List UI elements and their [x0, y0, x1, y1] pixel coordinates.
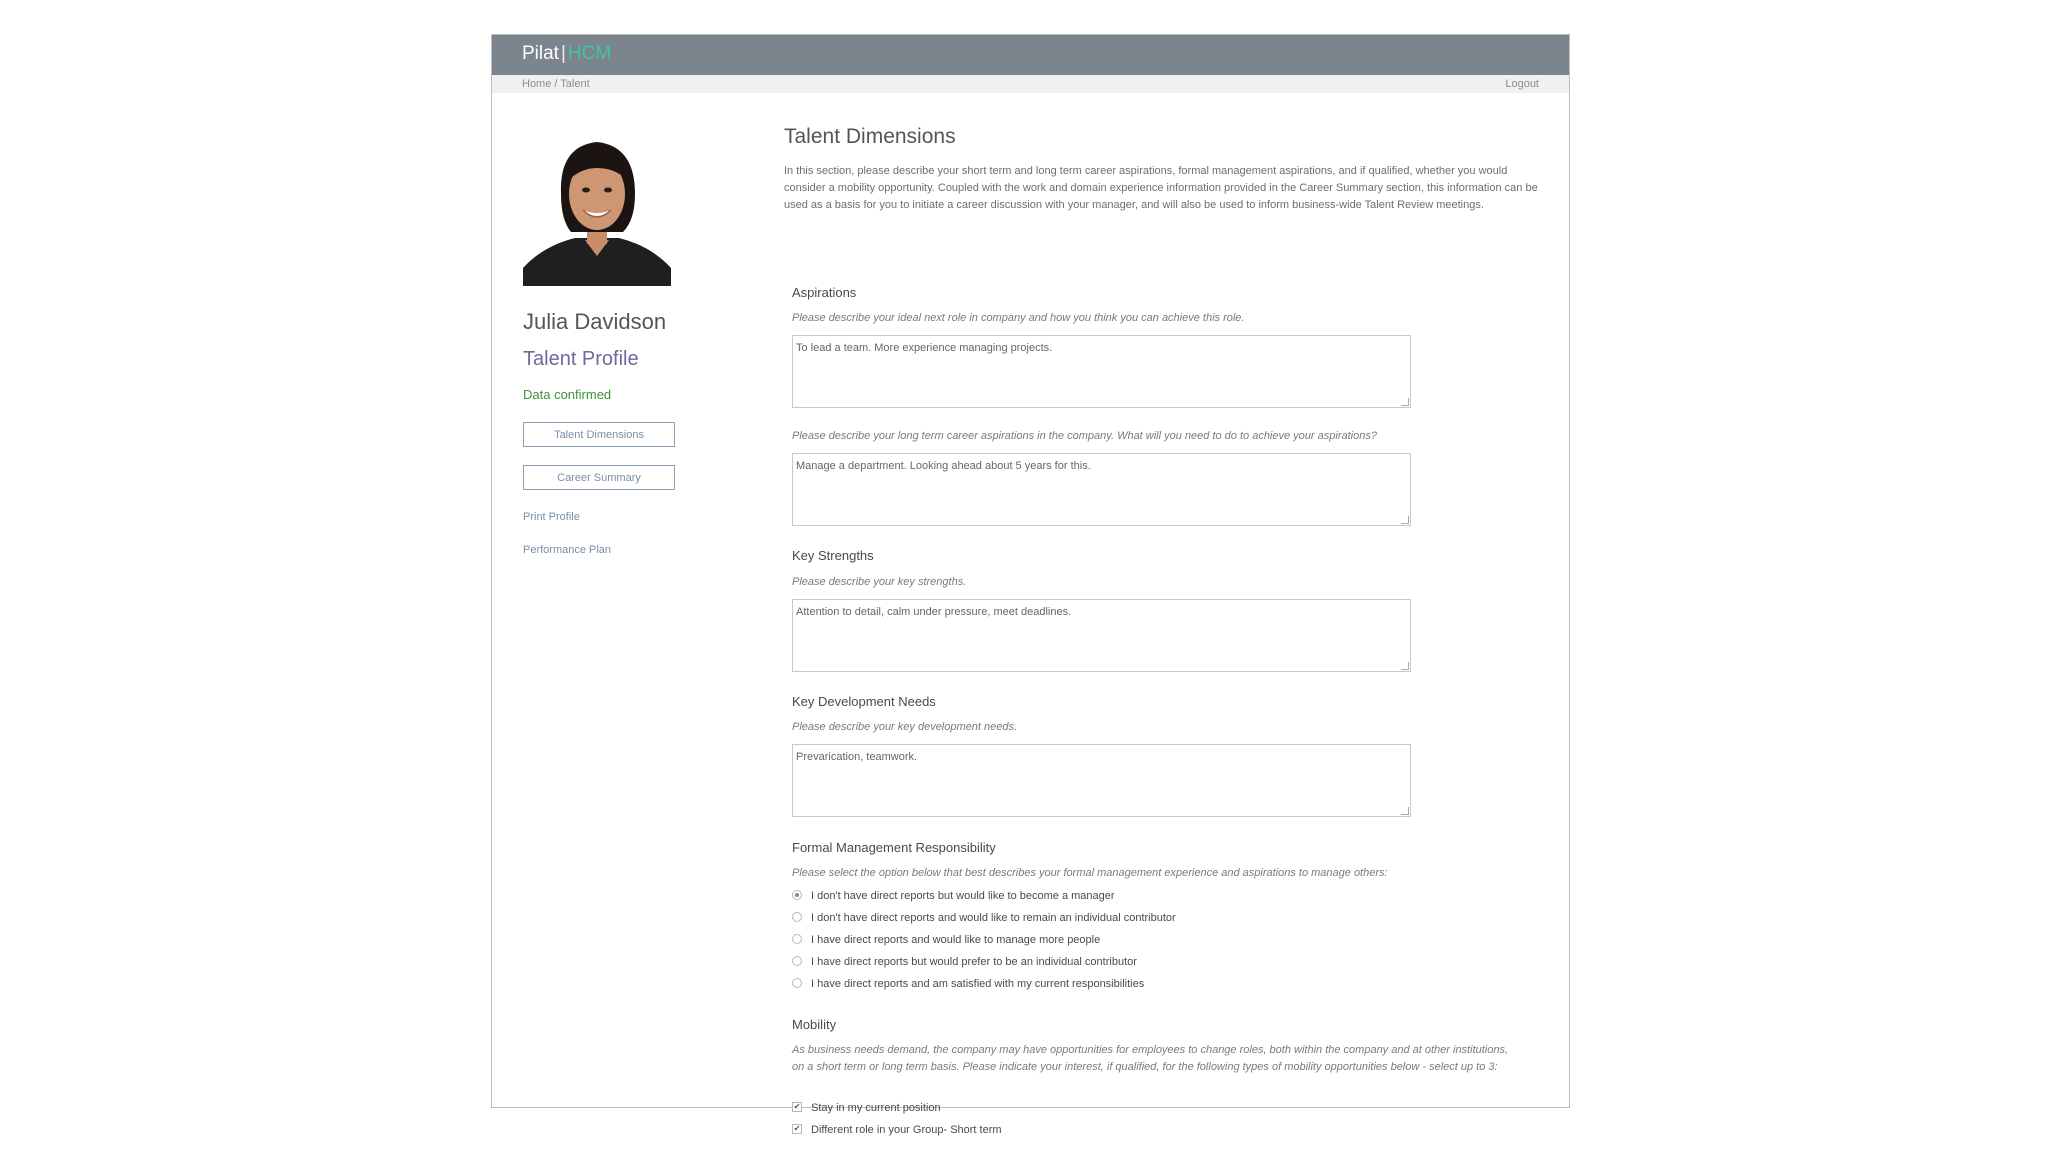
resize-handle-icon[interactable] — [1401, 516, 1409, 524]
aspirations-short-hint: Please describe your ideal next role in company and how you think you can achieve this role. — [792, 312, 1245, 324]
user-name: Julia Davidson — [523, 309, 667, 334]
management-option[interactable] — [792, 888, 1115, 904]
talent-dimensions-button[interactable]: Talent Dimensions — [523, 422, 675, 447]
sub-bar — [492, 75, 1569, 93]
development-needs-heading: Key Development Needs — [792, 694, 936, 709]
page-title: Talent Dimensions — [784, 125, 956, 148]
mobility-option[interactable] — [792, 1122, 1002, 1138]
key-strengths-textarea[interactable] — [792, 599, 1411, 672]
aspirations-heading: Aspirations — [792, 285, 857, 300]
resize-handle-icon[interactable] — [1401, 398, 1409, 406]
option-label: I have direct reports and am satisfied with my current responsibilities — [811, 978, 1145, 990]
textarea-value: Prevarication, teamwork. — [796, 751, 918, 763]
resize-handle-icon[interactable] — [1401, 807, 1409, 815]
option-label: I have direct reports and would like to manage more people — [811, 934, 1101, 946]
radio-icon[interactable] — [792, 978, 802, 988]
brand-logo — [522, 43, 611, 65]
management-option[interactable] — [792, 976, 1144, 992]
management-option[interactable] — [792, 954, 1137, 970]
management-hint: Please select the option below that best describes your formal management experience and aspirations to manage others: — [792, 867, 1388, 879]
development-needs-textarea[interactable] — [792, 744, 1411, 817]
profile-title: Talent Profile — [523, 348, 639, 370]
logout-link[interactable]: Logout — [1505, 78, 1539, 90]
management-heading: Formal Management Responsibility — [792, 840, 996, 855]
key-strengths-heading: Key Strengths — [792, 548, 874, 563]
option-label: I have direct reports but would prefer to be an individual contributor — [811, 956, 1137, 968]
radio-icon[interactable] — [792, 934, 802, 944]
option-label: I don't have direct reports and would like to remain an individual contributor — [811, 912, 1176, 924]
profile-photo — [523, 128, 671, 286]
mobility-option[interactable] — [792, 1100, 941, 1116]
checkbox-checked-icon[interactable]: ✔ — [793, 1124, 801, 1134]
brand-separator: | — [560, 43, 566, 64]
resize-handle-icon[interactable] — [1401, 662, 1409, 670]
radio-selected-icon[interactable] — [792, 890, 802, 900]
textarea-value: Manage a department. Looking ahead about 5 years for this. — [796, 460, 1091, 472]
option-label: I don't have direct reports but would like to become a manager — [811, 890, 1115, 902]
radio-icon[interactable] — [792, 956, 802, 966]
textarea-value: To lead a team. More experience managing projects. — [796, 342, 1053, 354]
mobility-heading: Mobility — [792, 1017, 837, 1032]
avatar — [523, 128, 671, 286]
textarea-value: Attention to detail, calm under pressure, meet deadlines. — [796, 606, 1072, 618]
breadcrumb[interactable]: Home / Talent — [522, 78, 590, 90]
option-label: Different role in your Group- Short term — [811, 1124, 1002, 1136]
print-profile-link[interactable]: Print Profile — [523, 511, 580, 523]
key-strengths-hint: Please describe your key strengths. — [792, 576, 967, 588]
aspirations-long-textarea[interactable] — [792, 453, 1411, 526]
radio-icon[interactable] — [792, 912, 802, 922]
performance-plan-link[interactable]: Performance Plan — [523, 544, 612, 556]
management-option[interactable] — [792, 910, 1176, 926]
checkbox-checked-icon[interactable]: ✔ — [793, 1102, 801, 1112]
brand-primary: Pilat — [522, 43, 559, 64]
aspirations-short-textarea[interactable] — [792, 335, 1411, 408]
app-window — [491, 34, 1570, 1136]
status-text: Data confirmed — [523, 387, 612, 402]
top-bar — [492, 35, 1569, 75]
brand-secondary: HCM — [567, 43, 612, 64]
development-needs-hint: Please describe your key development needs. — [792, 721, 1018, 733]
intro-text: In this section, please describe your short term and long term career aspirations, formal management aspirations, and if qualified, whether you would consider a mobility opportunity. Coupled with the work and domain experience information provided in the Career Summary section, this information can be used as a basis for you to initiate a career discussion with your manager, and will also be used to inform business-wide Talent Review meetings. — [784, 165, 1538, 211]
aspirations-long-hint: Please describe your long term career aspirations in the company. What will you need to do to achieve your aspirations? — [792, 430, 1377, 442]
option-label: Stay in my current position — [811, 1102, 941, 1114]
management-option[interactable] — [792, 932, 1100, 948]
career-summary-button[interactable]: Career Summary — [523, 465, 675, 490]
mobility-hint: As business needs demand, the company may have opportunities for employees to change roles, both within the company and at other institutions, on a short term or long term basis. Please indicate your interest, if qualified, for the following types of mobility opportunities below - select up to 3: — [792, 1044, 1509, 1073]
